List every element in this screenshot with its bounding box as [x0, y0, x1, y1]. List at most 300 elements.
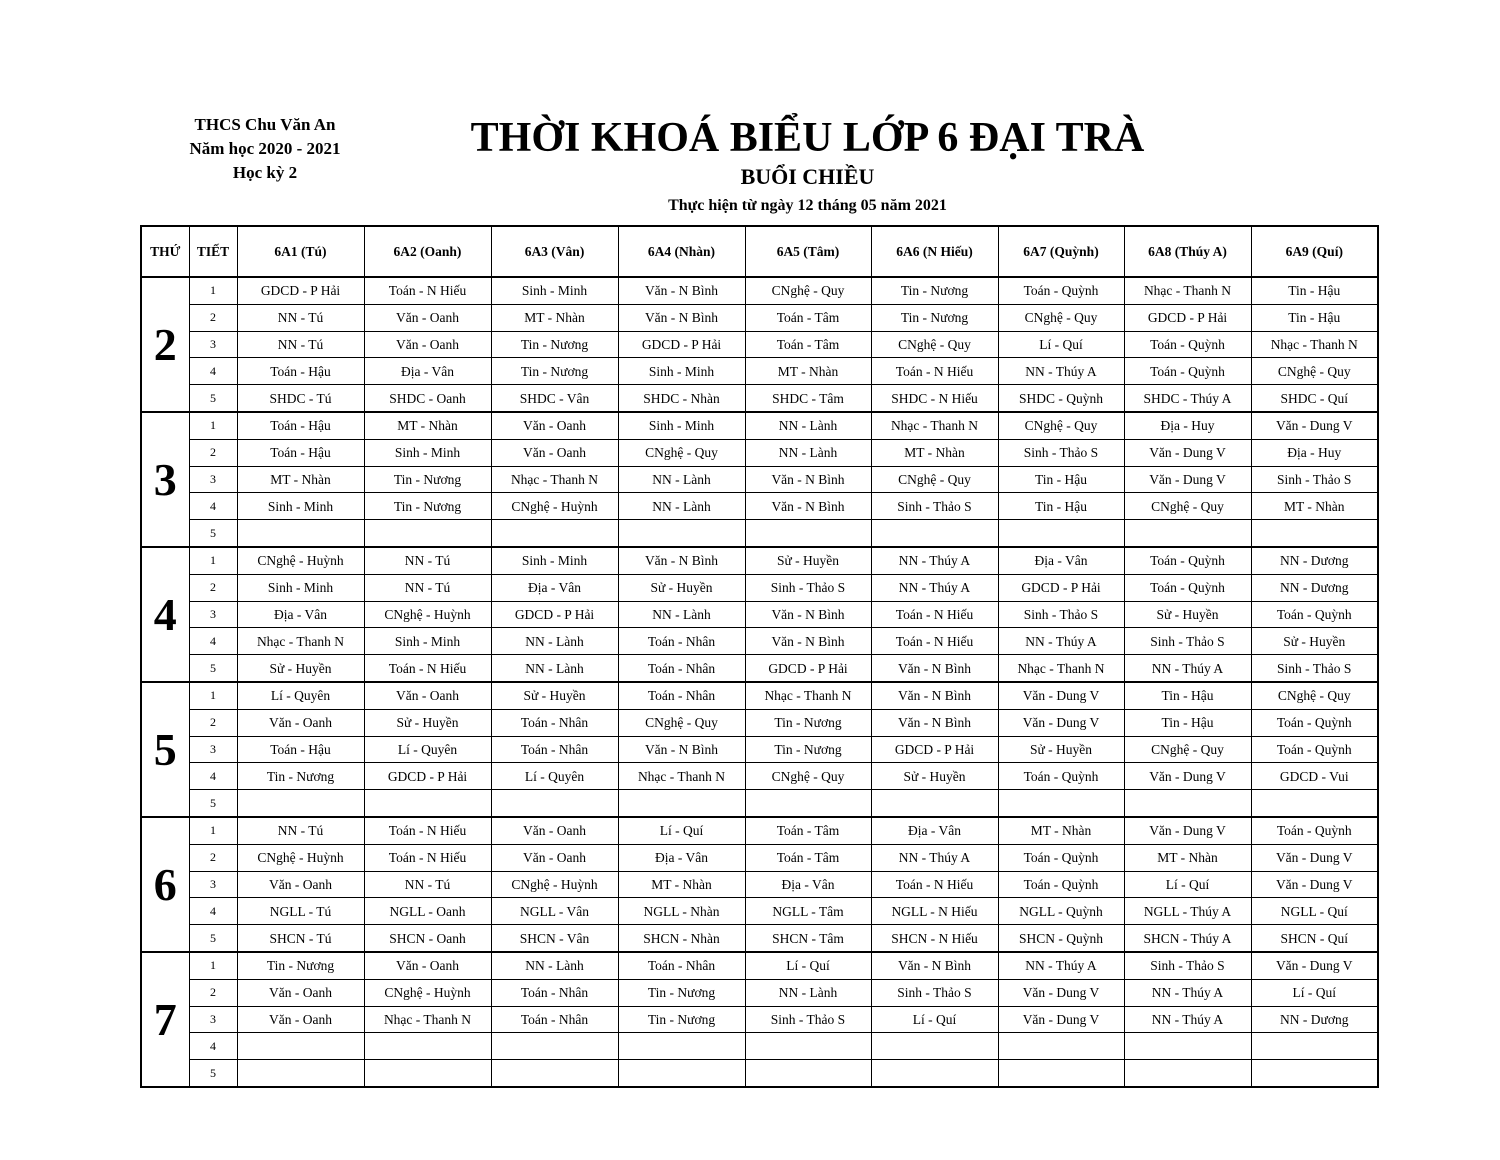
day-label: 5	[141, 682, 189, 817]
lesson-cell: Lí - Quí	[1251, 979, 1378, 1006]
lesson-cell: GDCD - P Hải	[871, 736, 998, 763]
lesson-cell: SHDC - Quí	[1251, 385, 1378, 412]
class-header: 6A6 (N Hiếu)	[871, 226, 998, 277]
table-row	[141, 736, 1378, 763]
lesson-cell: MT - Nhàn	[364, 412, 491, 439]
table-row	[141, 790, 1378, 817]
period-number: 4	[189, 358, 237, 385]
lesson-cell: Sinh - Thảo S	[745, 1006, 871, 1033]
lesson-cell: Văn - Dung V	[998, 709, 1124, 736]
lesson-cell: Lí - Quyên	[364, 736, 491, 763]
lesson-cell: Tin - Hậu	[1124, 709, 1251, 736]
page-title: THỜI KHOÁ BIỂU LỚP 6 ĐẠI TRÀ	[470, 115, 1145, 161]
lesson-cell: Toán - Quỳnh	[1124, 331, 1251, 358]
lesson-cell: SHDC - Nhàn	[618, 385, 745, 412]
lesson-cell	[1251, 1060, 1378, 1087]
lesson-cell: CNghệ - Quy	[1251, 682, 1378, 709]
lesson-cell: NGLL - Tâm	[745, 898, 871, 925]
period-number: 3	[189, 871, 237, 898]
lesson-cell: Sinh - Minh	[491, 547, 618, 574]
lesson-cell: Sử - Huyền	[1124, 601, 1251, 628]
day-label: 2	[141, 277, 189, 412]
lesson-cell: Lí - Quí	[1124, 871, 1251, 898]
table-row	[141, 439, 1378, 466]
lesson-cell: NGLL - N Hiếu	[871, 898, 998, 925]
lesson-cell: Văn - Oanh	[491, 817, 618, 844]
lesson-cell	[491, 520, 618, 547]
lesson-cell: Văn - Oanh	[364, 952, 491, 979]
lesson-cell: Văn - Oanh	[237, 709, 364, 736]
lesson-cell: Văn - N Bình	[745, 493, 871, 520]
period-number: 2	[189, 574, 237, 601]
period-number: 1	[189, 817, 237, 844]
lesson-cell: Văn - N Bình	[871, 709, 998, 736]
lesson-cell: NGLL - Oanh	[364, 898, 491, 925]
lesson-cell: NN - Dương	[1251, 574, 1378, 601]
lesson-cell: NN - Lành	[745, 439, 871, 466]
lesson-cell: SHDC - Vân	[491, 385, 618, 412]
period-number: 1	[189, 277, 237, 304]
lesson-cell: Toán - Quỳnh	[1251, 817, 1378, 844]
table-row	[141, 574, 1378, 601]
lesson-cell: Sinh - Thảo S	[871, 493, 998, 520]
table-row	[141, 601, 1378, 628]
lesson-cell: Văn - N Bình	[745, 628, 871, 655]
lesson-cell: Toán - Tâm	[745, 817, 871, 844]
lesson-cell: Địa - Huy	[1251, 439, 1378, 466]
school-info	[150, 113, 380, 185]
lesson-cell: MT - Nhàn	[618, 871, 745, 898]
lesson-cell: Toán - N Hiếu	[871, 601, 998, 628]
period-number: 2	[189, 304, 237, 331]
effective-date: Thực hiện từ ngày 12 tháng 05 năm 2021	[668, 197, 947, 214]
lesson-cell	[871, 790, 998, 817]
lesson-cell: Tin - Nương	[364, 466, 491, 493]
lesson-cell: SHCN - Tú	[237, 925, 364, 952]
lesson-cell: Địa - Vân	[871, 817, 998, 844]
lesson-cell: Văn - Dung V	[1251, 844, 1378, 871]
lesson-cell: SHCN - Quí	[1251, 925, 1378, 952]
lesson-cell	[1124, 520, 1251, 547]
lesson-cell: Sinh - Thảo S	[1124, 628, 1251, 655]
lesson-cell	[237, 1060, 364, 1087]
period-number: 2	[189, 709, 237, 736]
lesson-cell: Toán - Nhân	[618, 628, 745, 655]
lesson-cell: NGLL - Quí	[1251, 898, 1378, 925]
lesson-cell: NN - Lành	[745, 979, 871, 1006]
table-row	[141, 844, 1378, 871]
lesson-cell: Toán - Nhân	[618, 682, 745, 709]
lesson-cell: CNghệ - Huỳnh	[237, 547, 364, 574]
lesson-cell: Văn - Dung V	[1124, 466, 1251, 493]
lesson-cell: Toán - Quỳnh	[998, 871, 1124, 898]
lesson-cell: Sinh - Minh	[237, 493, 364, 520]
lesson-cell: GDCD - P Hải	[237, 277, 364, 304]
lesson-cell	[871, 1033, 998, 1060]
lesson-cell: Tin - Nương	[871, 304, 998, 331]
lesson-cell: Sinh - Thảo S	[998, 601, 1124, 628]
lesson-cell: NN - Lành	[491, 628, 618, 655]
lesson-cell	[998, 1060, 1124, 1087]
lesson-cell: Văn - N Bình	[618, 547, 745, 574]
lesson-cell: Văn - Dung V	[1251, 952, 1378, 979]
lesson-cell: Địa - Vân	[364, 358, 491, 385]
lesson-cell: Lí - Quyên	[237, 682, 364, 709]
lesson-cell: NN - Thúy A	[871, 844, 998, 871]
lesson-cell: Tin - Nương	[618, 979, 745, 1006]
period-number: 3	[189, 466, 237, 493]
lesson-cell: Tin - Nương	[237, 763, 364, 790]
period-number: 4	[189, 1033, 237, 1060]
lesson-cell: Văn - Oanh	[364, 331, 491, 358]
lesson-cell: Tin - Nương	[618, 1006, 745, 1033]
lesson-cell	[998, 790, 1124, 817]
lesson-cell: NN - Tú	[237, 817, 364, 844]
lesson-cell: NN - Thúy A	[1124, 979, 1251, 1006]
lesson-cell: SHCN - Quỳnh	[998, 925, 1124, 952]
lesson-cell: Toán - N Hiếu	[364, 817, 491, 844]
lesson-cell: Văn - N Bình	[745, 466, 871, 493]
lesson-cell: Văn - Oanh	[491, 439, 618, 466]
table-row	[141, 466, 1378, 493]
lesson-cell: NN - Tú	[364, 547, 491, 574]
lesson-cell: GDCD - P Hải	[618, 331, 745, 358]
lesson-cell	[1124, 1033, 1251, 1060]
lesson-cell: Sinh - Thảo S	[1251, 466, 1378, 493]
semester: Học kỳ 2	[232, 163, 298, 182]
lesson-cell: Tin - Nương	[871, 277, 998, 304]
lesson-cell	[237, 1033, 364, 1060]
table-row	[141, 871, 1378, 898]
lesson-cell	[618, 1060, 745, 1087]
lesson-cell: Văn - N Bình	[745, 601, 871, 628]
lesson-cell: Tin - Nương	[745, 709, 871, 736]
lesson-cell: Toán - Tâm	[745, 304, 871, 331]
period-number: 5	[189, 790, 237, 817]
lesson-cell: GDCD - P Hải	[491, 601, 618, 628]
lesson-cell: SHDC - N Hiếu	[871, 385, 998, 412]
lesson-cell: Địa - Vân	[491, 574, 618, 601]
lesson-cell: NN - Tú	[237, 331, 364, 358]
class-header: 6A5 (Tâm)	[745, 226, 871, 277]
lesson-cell	[1124, 1060, 1251, 1087]
lesson-cell: Sinh - Minh	[618, 358, 745, 385]
table-row	[141, 547, 1378, 574]
lesson-cell	[237, 520, 364, 547]
lesson-cell: CNghệ - Quy	[1124, 736, 1251, 763]
period-number: 5	[189, 655, 237, 682]
lesson-cell	[745, 1060, 871, 1087]
lesson-cell: Toán - Quỳnh	[1124, 358, 1251, 385]
lesson-cell: NGLL - Quỳnh	[998, 898, 1124, 925]
lesson-cell: Toán - Nhân	[491, 709, 618, 736]
lesson-cell: CNghệ - Huỳnh	[364, 601, 491, 628]
period-number: 2	[189, 439, 237, 466]
lesson-cell: Sinh - Minh	[364, 439, 491, 466]
lesson-cell	[998, 520, 1124, 547]
lesson-cell: NN - Lành	[618, 466, 745, 493]
lesson-cell: CNghệ - Quy	[745, 277, 871, 304]
lesson-cell: Toán - Hậu	[237, 439, 364, 466]
lesson-cell: Toán - Tâm	[745, 844, 871, 871]
day-label: 4	[141, 547, 189, 682]
lesson-cell: Nhạc - Thanh N	[1124, 277, 1251, 304]
lesson-cell	[364, 790, 491, 817]
school-name: THCS Chu Văn An	[194, 115, 336, 134]
lesson-cell: Sinh - Thảo S	[998, 439, 1124, 466]
period-number: 5	[189, 520, 237, 547]
lesson-cell: Văn - Dung V	[998, 682, 1124, 709]
lesson-cell: NN - Dương	[1251, 1006, 1378, 1033]
day-label: 7	[141, 952, 189, 1087]
period-number: 5	[189, 1060, 237, 1087]
lesson-cell: Văn - Oanh	[491, 844, 618, 871]
lesson-cell	[1251, 520, 1378, 547]
lesson-cell: Sinh - Minh	[618, 412, 745, 439]
lesson-cell: NGLL - Nhàn	[618, 898, 745, 925]
class-header: 6A9 (Quí)	[1251, 226, 1378, 277]
lesson-cell: Tin - Hậu	[998, 493, 1124, 520]
lesson-cell	[1251, 790, 1378, 817]
lesson-cell: CNghệ - Quy	[618, 439, 745, 466]
lesson-cell: Văn - N Bình	[618, 304, 745, 331]
lesson-cell: Toán - Nhân	[491, 736, 618, 763]
lesson-cell: CNghệ - Quy	[871, 331, 998, 358]
lesson-cell: Sử - Huyền	[364, 709, 491, 736]
lesson-cell: Nhạc - Thanh N	[745, 682, 871, 709]
lesson-cell: Lí - Quí	[745, 952, 871, 979]
lesson-cell: GDCD - Vui	[1251, 763, 1378, 790]
table-row	[141, 1006, 1378, 1033]
lesson-cell: Sinh - Thảo S	[745, 574, 871, 601]
class-header: 6A8 (Thúy A)	[1124, 226, 1251, 277]
lesson-cell: Lí - Quí	[998, 331, 1124, 358]
lesson-cell: Sinh - Thảo S	[1251, 655, 1378, 682]
lesson-cell: Sinh - Thảo S	[871, 979, 998, 1006]
class-header: 6A3 (Vân)	[491, 226, 618, 277]
lesson-cell: Văn - Oanh	[491, 412, 618, 439]
period-number: 5	[189, 385, 237, 412]
lesson-cell: Sử - Huyền	[237, 655, 364, 682]
table-row	[141, 412, 1378, 439]
lesson-cell: Nhạc - Thanh N	[618, 763, 745, 790]
lesson-cell: CNghệ - Huỳnh	[491, 871, 618, 898]
lesson-cell: NN - Lành	[491, 952, 618, 979]
period-number: 3	[189, 601, 237, 628]
lesson-cell: Địa - Huy	[1124, 412, 1251, 439]
lesson-cell: SHCN - Oanh	[364, 925, 491, 952]
lesson-cell: SHDC - Quỳnh	[998, 385, 1124, 412]
lesson-cell: MT - Nhàn	[745, 358, 871, 385]
lesson-cell: CNghệ - Quy	[618, 709, 745, 736]
lesson-cell: MT - Nhàn	[871, 439, 998, 466]
lesson-cell	[998, 1033, 1124, 1060]
lesson-cell: Văn - N Bình	[618, 277, 745, 304]
day-label: 6	[141, 817, 189, 952]
lesson-cell: Toán - Nhân	[491, 1006, 618, 1033]
period-number: 5	[189, 925, 237, 952]
lesson-cell: CNghệ - Quy	[871, 466, 998, 493]
lesson-cell: Toán - Quỳnh	[1124, 547, 1251, 574]
table-row	[141, 817, 1378, 844]
lesson-cell: Tin - Hậu	[998, 466, 1124, 493]
lesson-cell: Tin - Nương	[364, 493, 491, 520]
lesson-cell: Địa - Vân	[998, 547, 1124, 574]
lesson-cell: NN - Thúy A	[998, 358, 1124, 385]
lesson-cell: GDCD - P Hải	[364, 763, 491, 790]
table-row	[141, 304, 1378, 331]
lesson-cell: Văn - Dung V	[998, 979, 1124, 1006]
lesson-cell	[364, 1060, 491, 1087]
lesson-cell: Văn - Oanh	[237, 871, 364, 898]
lesson-cell: CNghệ - Quy	[998, 412, 1124, 439]
lesson-cell: Toán - Nhân	[491, 979, 618, 1006]
lesson-cell: Văn - Oanh	[364, 304, 491, 331]
lesson-cell: Toán - N Hiếu	[871, 358, 998, 385]
timetable	[140, 225, 1379, 1088]
lesson-cell	[745, 790, 871, 817]
lesson-cell	[871, 520, 998, 547]
lesson-cell: NN - Lành	[491, 655, 618, 682]
lesson-cell: Văn - N Bình	[618, 736, 745, 763]
lesson-cell: Văn - N Bình	[871, 655, 998, 682]
lesson-cell: NN - Tú	[364, 574, 491, 601]
class-header: 6A2 (Oanh)	[364, 226, 491, 277]
lesson-cell: NN - Thúy A	[1124, 1006, 1251, 1033]
table-row	[141, 952, 1378, 979]
period-number: 1	[189, 547, 237, 574]
table-row	[141, 682, 1378, 709]
lesson-cell: Toán - Quỳnh	[1251, 709, 1378, 736]
lesson-cell: CNghệ - Quy	[1124, 493, 1251, 520]
lesson-cell: CNghệ - Huỳnh	[237, 844, 364, 871]
table-row	[141, 628, 1378, 655]
lesson-cell	[364, 520, 491, 547]
lesson-cell: Sinh - Minh	[364, 628, 491, 655]
period-number: 1	[189, 952, 237, 979]
lesson-cell: Sử - Huyền	[871, 763, 998, 790]
lesson-cell: Văn - N Bình	[871, 952, 998, 979]
lesson-cell: Nhạc - Thanh N	[364, 1006, 491, 1033]
lesson-cell: NN - Thúy A	[1124, 655, 1251, 682]
table-row	[141, 925, 1378, 952]
table-row	[141, 1060, 1378, 1087]
lesson-cell: Địa - Vân	[237, 601, 364, 628]
lesson-cell: SHDC - Tâm	[745, 385, 871, 412]
lesson-cell: SHDC - Thúy A	[1124, 385, 1251, 412]
period-number: 4	[189, 898, 237, 925]
lesson-cell: Nhạc - Thanh N	[998, 655, 1124, 682]
table-row	[141, 277, 1378, 304]
school-year: Năm học 2020 - 2021	[189, 139, 341, 158]
lesson-cell	[237, 790, 364, 817]
lesson-cell: Nhạc - Thanh N	[237, 628, 364, 655]
lesson-cell: Toán - Nhân	[618, 655, 745, 682]
lesson-cell: Toán - Hậu	[237, 736, 364, 763]
lesson-cell: GDCD - P Hải	[998, 574, 1124, 601]
lesson-cell: NN - Dương	[1251, 547, 1378, 574]
lesson-cell: Toán - N Hiếu	[871, 628, 998, 655]
lesson-cell: SHCN - Nhàn	[618, 925, 745, 952]
lesson-cell: Tin - Nương	[237, 952, 364, 979]
lesson-cell: SHCN - Thúy A	[1124, 925, 1251, 952]
period-number: 3	[189, 1006, 237, 1033]
lesson-cell: Tin - Hậu	[1124, 682, 1251, 709]
lesson-cell: NGLL - Thúy A	[1124, 898, 1251, 925]
lesson-cell: SHCN - N Hiếu	[871, 925, 998, 952]
lesson-cell: Địa - Vân	[745, 871, 871, 898]
lesson-cell: Tin - Hậu	[1251, 304, 1378, 331]
col-period-header: TIẾT	[189, 226, 237, 277]
class-header: 6A4 (Nhàn)	[618, 226, 745, 277]
lesson-cell: SHDC - Tú	[237, 385, 364, 412]
lesson-cell: Sử - Huyền	[1251, 628, 1378, 655]
table-row	[141, 493, 1378, 520]
lesson-cell: Toán - N Hiếu	[364, 277, 491, 304]
period-number: 1	[189, 412, 237, 439]
lesson-cell	[491, 1033, 618, 1060]
lesson-cell: Nhạc - Thanh N	[871, 412, 998, 439]
lesson-cell: Toán - Quỳnh	[998, 277, 1124, 304]
lesson-cell: Văn - Dung V	[1251, 871, 1378, 898]
lesson-cell: Văn - Dung V	[1124, 817, 1251, 844]
lesson-cell: Văn - Dung V	[1124, 763, 1251, 790]
header-row	[141, 226, 1378, 277]
lesson-cell: Văn - N Bình	[871, 682, 998, 709]
lesson-cell	[491, 1060, 618, 1087]
lesson-cell: NGLL - Tú	[237, 898, 364, 925]
day-label: 3	[141, 412, 189, 547]
lesson-cell: Tin - Nương	[745, 736, 871, 763]
timetable-body	[141, 277, 1378, 1087]
table-row	[141, 385, 1378, 412]
lesson-cell: Sinh - Minh	[491, 277, 618, 304]
lesson-cell: Tin - Hậu	[1251, 277, 1378, 304]
lesson-cell: Sử - Huyền	[745, 547, 871, 574]
lesson-cell	[364, 1033, 491, 1060]
lesson-cell: NN - Lành	[618, 493, 745, 520]
table-row	[141, 331, 1378, 358]
lesson-cell	[745, 1033, 871, 1060]
lesson-cell: Văn - Dung V	[1251, 412, 1378, 439]
period-number: 4	[189, 493, 237, 520]
lesson-cell: Tin - Nương	[491, 358, 618, 385]
lesson-cell: Toán - Quỳnh	[998, 844, 1124, 871]
lesson-cell: NN - Tú	[364, 871, 491, 898]
lesson-cell: Sinh - Minh	[237, 574, 364, 601]
period-number: 4	[189, 628, 237, 655]
lesson-cell: NN - Thúy A	[871, 547, 998, 574]
period-number: 1	[189, 682, 237, 709]
lesson-cell: Văn - Dung V	[1124, 439, 1251, 466]
lesson-cell: MT - Nhàn	[237, 466, 364, 493]
table-row	[141, 763, 1378, 790]
lesson-cell	[618, 790, 745, 817]
lesson-cell: Toán - Quỳnh	[1124, 574, 1251, 601]
period-number: 3	[189, 331, 237, 358]
lesson-cell	[618, 1033, 745, 1060]
lesson-cell: MT - Nhàn	[491, 304, 618, 331]
session-subtitle: BUỔI CHIỀU	[740, 164, 875, 189]
lesson-cell: MT - Nhàn	[1124, 844, 1251, 871]
period-number: 3	[189, 736, 237, 763]
lesson-cell: Văn - Dung V	[998, 1006, 1124, 1033]
lesson-cell: Toán - N Hiếu	[364, 655, 491, 682]
lesson-cell: NN - Thúy A	[871, 574, 998, 601]
table-row	[141, 898, 1378, 925]
lesson-cell: NN - Thúy A	[998, 628, 1124, 655]
period-number: 4	[189, 763, 237, 790]
